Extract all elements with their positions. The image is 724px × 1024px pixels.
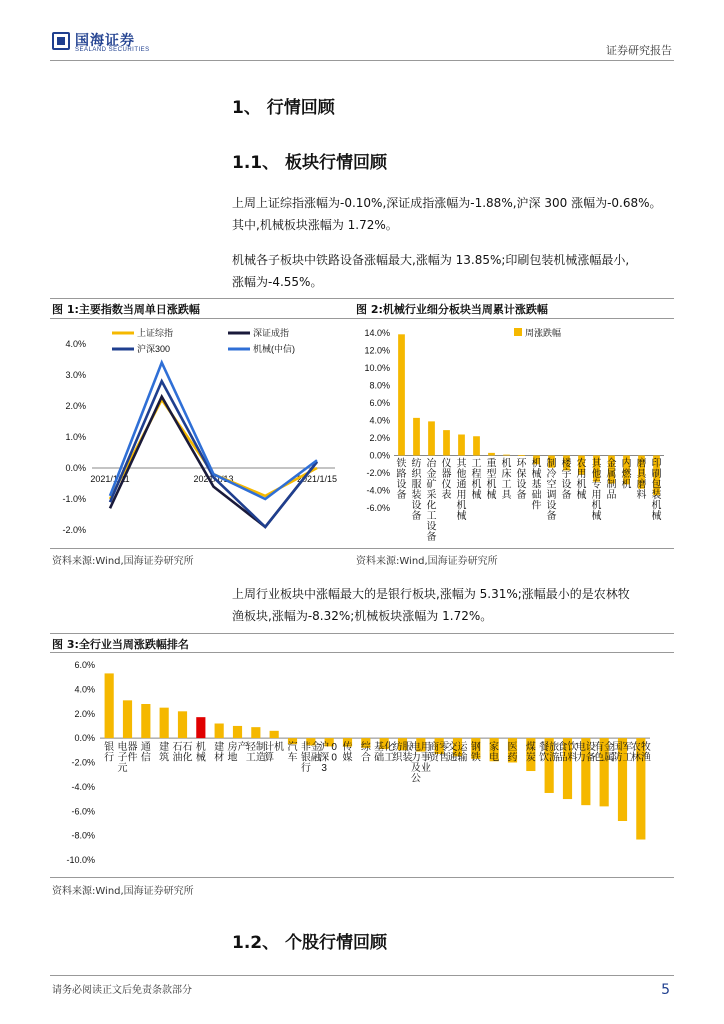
category-label: 内燃机	[621, 458, 632, 491]
category-label: 通信	[140, 742, 151, 764]
category-label: 运输	[457, 742, 468, 764]
figure-row-title-divider	[50, 318, 674, 319]
y-tick-label: 4.0%	[369, 415, 390, 426]
y-tick-label: 10.0%	[364, 363, 390, 373]
category-label: 餐饮	[539, 742, 550, 764]
category-label: 家电	[489, 742, 500, 764]
category-label: 石化	[182, 742, 193, 764]
bar	[428, 421, 435, 455]
category-label: 零售	[439, 742, 450, 764]
y-tick-label: 8.0%	[369, 380, 390, 391]
paragraph-indices: 上周上证综指涨幅为-0.10%,深证成指涨幅为-1.88%,沪深 300 涨幅为-0.68%。 其中,机械板块涨幅为 1.72%。	[232, 196, 662, 232]
brand-name: 国海证券	[75, 33, 135, 49]
category-label: 纺织	[392, 742, 403, 764]
category-label: 制造	[255, 742, 266, 764]
category-label: 0 0	[331, 742, 337, 764]
bar	[473, 436, 480, 455]
section-title-1-2: 1.2、 个股行情回顾	[232, 933, 388, 953]
footer-disclaimer: 请务必阅读正文后免责条款部分	[52, 985, 192, 996]
y-tick-label: -2.0%	[62, 525, 86, 535]
bar	[270, 731, 279, 738]
paragraph-industries: 上周行业板块中涨幅最大的是银行板块,涨幅为 5.31%;涨幅最小的是农林牧 渔板块,涨幅为-8.32%;机械板块涨幅为 1.72%。	[232, 587, 630, 623]
bar	[443, 430, 450, 455]
bar	[196, 717, 205, 738]
brand-name-en: SEALAND SECURITIES	[75, 47, 150, 53]
section-title-1: 1、 行情回顾	[232, 98, 335, 118]
category-label: 仪器仪表	[441, 458, 452, 501]
category-label: 磨具磨料	[636, 458, 647, 501]
y-tick-label: 0.0%	[65, 463, 86, 473]
x-tick-label: 2021/1/13	[193, 474, 234, 484]
category-label: 基础	[374, 742, 385, 764]
category-label: 化工	[384, 742, 395, 764]
legend-label: 机械(中信)	[253, 344, 295, 354]
y-tick-label: -10.0%	[66, 855, 95, 865]
figure-3-top-divider	[50, 633, 674, 634]
y-tick-label: -6.0%	[71, 806, 95, 817]
bar	[215, 724, 224, 739]
category-label: 环保设备	[516, 458, 527, 501]
y-tick-label: 4.0%	[65, 339, 86, 349]
category-label: 农用机械	[576, 458, 587, 501]
category-label: 传媒	[342, 742, 353, 764]
footer-divider	[50, 975, 674, 976]
category-label: 国防	[612, 742, 623, 764]
category-label: 综合	[360, 742, 371, 764]
page-number: 5	[661, 982, 670, 998]
bar	[503, 455, 510, 456]
bar	[105, 673, 114, 738]
series-line	[110, 381, 317, 527]
category-label: 其他通用机械	[456, 458, 467, 522]
y-tick-label: -6.0%	[366, 503, 390, 513]
y-tick-label: 2.0%	[74, 708, 95, 719]
y-tick-label: 6.0%	[74, 660, 95, 670]
bar	[458, 435, 465, 456]
y-tick-label: 2.0%	[369, 433, 390, 443]
figure-row-bottom-divider	[50, 548, 674, 549]
y-tick-label: 3.0%	[65, 370, 86, 380]
category-label: 旅游	[549, 742, 560, 764]
category-label: 重型机械	[486, 458, 497, 501]
figure-3-title-divider	[50, 652, 674, 653]
y-tick-label: 1.0%	[65, 432, 86, 442]
y-tick-label: 14.0%	[364, 328, 390, 338]
chart-index-daily	[50, 322, 350, 547]
chart-industry-ranking	[50, 655, 674, 875]
category-label: 轻工	[245, 742, 256, 764]
doc-type: 证券研究报告	[606, 44, 672, 57]
category-label: 机	[274, 742, 285, 754]
category-label: 军工	[622, 742, 633, 764]
category-label: 商贸	[429, 742, 440, 764]
y-tick-label: -2.0%	[71, 757, 95, 768]
figure-2-title: 图 2:机械行业细分板块当周累计涨跌幅	[356, 303, 548, 316]
category-label: 非银行	[300, 742, 311, 775]
category-label: 设备	[585, 742, 596, 764]
category-label: 建材	[214, 742, 225, 764]
y-tick-label: 6.0%	[369, 398, 390, 408]
category-label: 电力及公	[410, 742, 421, 785]
category-label: 用事业	[420, 742, 431, 775]
bar	[178, 711, 187, 738]
y-tick-label: 0.0%	[369, 450, 390, 461]
figure-2-source: 资料来源:Wind,国海证券研究所	[356, 556, 498, 567]
category-label: 交通	[447, 742, 458, 764]
figure-3-bottom-divider	[50, 877, 674, 878]
category-label: 产	[237, 742, 248, 754]
figure-3-source: 资料来源:Wind,国海证券研究所	[52, 886, 194, 897]
legend-label: 沪深300	[137, 344, 171, 354]
legend-swatch	[514, 328, 522, 336]
category-label: 电力	[575, 742, 586, 764]
y-tick-label: -8.0%	[71, 830, 95, 841]
category-label: 铁路设备	[396, 458, 407, 501]
category-label: 银行	[104, 742, 115, 764]
y-tick-label: -4.0%	[366, 485, 390, 496]
category-label: 其他专用机械	[591, 458, 602, 522]
legend-label: 上证综指	[137, 328, 174, 338]
category-label: 冶金矿采化工设备	[426, 458, 437, 543]
category-label: 食品	[557, 742, 568, 764]
category-label: 农林	[630, 742, 641, 764]
category-label: 器件	[127, 742, 138, 764]
y-tick-label: -4.0%	[71, 781, 95, 792]
category-label: 机械基础件	[531, 458, 542, 512]
category-label: 制冷空调设备	[546, 458, 557, 522]
category-label: 金融	[310, 742, 321, 764]
category-label: 计算	[264, 742, 275, 764]
category-label: 房地	[227, 742, 238, 764]
category-label: 楼宇设备	[561, 458, 572, 501]
category-label: 印刷包装机械	[651, 458, 662, 522]
y-tick-label: -1.0%	[62, 494, 86, 504]
paragraph-subsectors: 机械各子板块中铁路设备涨幅最大,涨幅为 13.85%;印刷包装机械涨幅最小, 涨幅为-4.55%。	[232, 253, 630, 289]
header-divider	[50, 60, 674, 61]
figure-row-top-divider	[50, 298, 674, 299]
category-label: 医药	[507, 742, 518, 764]
legend-label: 周涨跌幅	[525, 328, 562, 338]
bar	[413, 418, 420, 456]
bar	[141, 704, 150, 738]
bar	[518, 455, 525, 456]
category-label: 沪深 3	[319, 742, 330, 775]
figure-1-source: 资料来源:Wind,国海证券研究所	[52, 556, 194, 567]
category-label: 服装	[402, 742, 413, 764]
bar	[398, 334, 405, 455]
x-tick-label: 2021/1/11	[90, 474, 130, 484]
y-tick-label: 4.0%	[74, 684, 95, 695]
category-label: 有色	[594, 742, 605, 764]
bar	[123, 700, 132, 738]
chart-machinery-subsectors	[352, 322, 674, 547]
category-label: 电子元	[117, 742, 128, 775]
y-tick-label: 0.0%	[74, 733, 95, 744]
brand-logo-icon	[52, 32, 70, 50]
y-tick-label: 12.0%	[364, 345, 390, 356]
category-label: 煤炭	[525, 742, 536, 764]
category-label: 金属	[604, 742, 615, 764]
category-label: 纺织服装设备	[411, 458, 422, 522]
category-label: 饮料	[567, 742, 578, 764]
y-tick-label: -2.0%	[366, 468, 390, 478]
category-label: 汽车	[287, 742, 298, 764]
figure-3-title: 图 3:全行业当周涨跌幅排名	[52, 638, 189, 651]
legend-label: 深证成指	[253, 328, 290, 338]
category-label: 建筑	[159, 742, 170, 764]
bar	[251, 727, 260, 738]
y-tick-label: 2.0%	[65, 401, 86, 411]
category-label: 钢铁	[470, 742, 481, 764]
category-label: 石油	[172, 742, 183, 764]
category-label: 机床工具	[501, 458, 512, 501]
x-tick-label: 2021/1/15	[296, 474, 338, 484]
category-label: 牧渔	[640, 742, 651, 764]
category-label: 金属制品	[606, 458, 617, 501]
category-label: 工程机械	[471, 458, 482, 501]
bar	[488, 453, 495, 456]
bar	[160, 708, 169, 738]
figure-1-title: 图 1:主要指数当周单日涨跌幅	[52, 303, 200, 316]
category-label: 机械	[195, 742, 206, 764]
bar	[233, 726, 242, 738]
section-title-1-1: 1.1、 板块行情回顾	[232, 153, 388, 173]
